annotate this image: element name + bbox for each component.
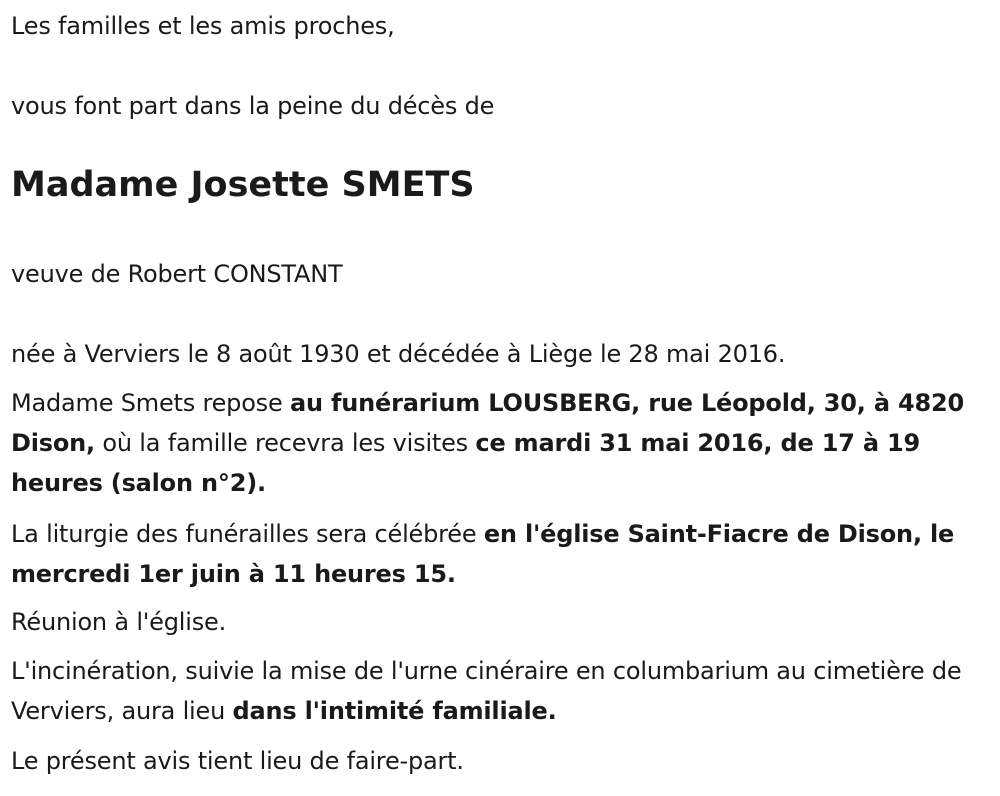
liturgy-text-1: La liturgie des funérailles sera célébrée — [11, 520, 484, 548]
incineration-text-1: L'incinération, suivie la mise de l'urne cinéraire en columbarium au cimetière de Verviers, aura lieu — [11, 657, 962, 725]
incineration-paragraph — [11, 651, 996, 731]
widow-of-line: veuve de Robert CONSTANT — [11, 260, 343, 288]
intro-line-families: Les familles et les amis proches, — [11, 12, 395, 40]
deceased-name: Madame Josette SMETS — [11, 165, 475, 205]
repose-text-1: Madame Smets repose — [11, 389, 290, 417]
repose-visit-time: ce mardi 31 mai 2016, de 17 à 19 heures (salon n°2). — [11, 429, 921, 497]
repose-text-2: où la famille recevra les visites — [94, 429, 476, 457]
incineration-intimacy: dans l'intimité familiale. — [232, 697, 557, 725]
intro-line-announcement: vous font part dans la peine du décès de — [11, 92, 495, 120]
reunion-line: Réunion à l'église. — [11, 608, 227, 636]
birth-death-line: née à Verviers le 8 août 1930 et décédée à Liège le 28 mai 2016. — [11, 340, 786, 368]
liturgy-paragraph — [11, 514, 996, 594]
closing-line: Le présent avis tient lieu de faire-part. — [11, 747, 464, 775]
repose-location: au funérarium LOUSBERG, rue Léopold, 30, à 4820 Dison, — [11, 389, 964, 457]
repose-paragraph — [11, 383, 996, 503]
liturgy-place-time: en l'église Saint-Fiacre de Dison, le mercredi 1er juin à 11 heures 15. — [11, 520, 955, 588]
